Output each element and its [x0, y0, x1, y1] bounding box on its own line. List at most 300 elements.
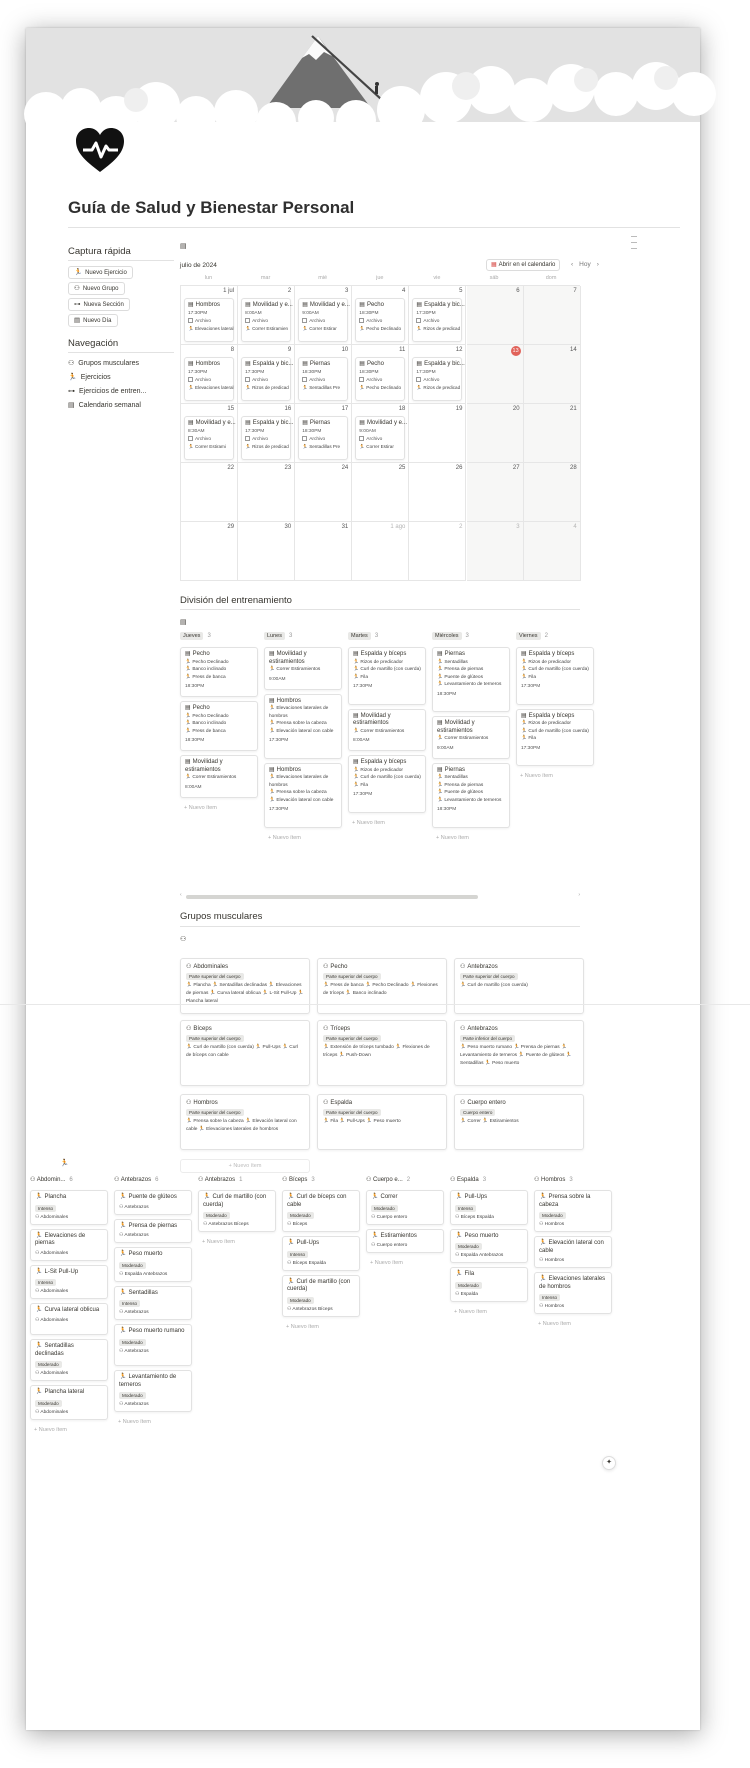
- running-icon: 🏃: [209, 991, 218, 996]
- board-card[interactable]: [432, 716, 510, 759]
- muscle-group-icon: ⚇: [119, 1271, 125, 1277]
- calendar-day-cell[interactable]: [295, 522, 352, 581]
- exercise-card[interactable]: [198, 1190, 276, 1232]
- scroll-thumb[interactable]: [186, 895, 478, 899]
- calendar-day-cell[interactable]: [295, 286, 352, 345]
- calendar-event-card[interactable]: [298, 357, 348, 401]
- running-icon: 🏃: [269, 775, 277, 780]
- exercise-text: Rizos de predicador: [528, 721, 571, 726]
- exercise-card[interactable]: [534, 1272, 612, 1314]
- archive-checkbox-row[interactable]: [302, 436, 344, 442]
- new-item-label: Nuevo ítem: [188, 804, 217, 811]
- group-exercises: [460, 1044, 578, 1068]
- exercise-card[interactable]: [114, 1286, 192, 1321]
- event-title-text: Espalda y bic...: [424, 361, 465, 367]
- running-icon: 🏃: [287, 1278, 295, 1285]
- board-card[interactable]: [348, 647, 426, 705]
- calendar-day-cell[interactable]: [524, 345, 581, 404]
- division-heading: División del entrenamiento: [180, 595, 292, 606]
- calendar-day-cell[interactable]: [524, 522, 581, 581]
- card-exercise: [437, 666, 505, 674]
- exercise-card[interactable]: [30, 1385, 108, 1420]
- event-time: 8:30AM: [188, 429, 205, 434]
- event-time: 17:30PM: [416, 311, 436, 316]
- running-icon: 🏃: [437, 790, 445, 795]
- archive-checkbox[interactable]: [302, 377, 307, 382]
- exercise-card[interactable]: [534, 1236, 612, 1268]
- next-month-button[interactable]: ›: [596, 261, 599, 268]
- new-item-button[interactable]: [436, 835, 469, 841]
- card-title-text: Movilidad y estiramientos: [185, 759, 223, 773]
- exercise-text: Prensa sobre la cabeza: [276, 790, 327, 795]
- card-exercise: [521, 674, 589, 682]
- exercise-title: [35, 1194, 103, 1202]
- exercise-text: Elevación lateral con cable: [276, 728, 334, 734]
- exercise-title: [119, 1251, 187, 1259]
- nav-link-training-exercises[interactable]: [68, 387, 146, 395]
- calendar-event-card[interactable]: [241, 357, 294, 401]
- archive-checkbox-row[interactable]: [359, 318, 401, 324]
- event-exercises: [416, 385, 461, 391]
- exercise-text: Curl de martillo (con cuerda): [360, 667, 421, 672]
- intensity-tag: Moderado: [203, 1212, 230, 1219]
- exercise-card[interactable]: [114, 1324, 192, 1366]
- exercise-card[interactable]: [30, 1190, 108, 1225]
- calendar-day-cell[interactable]: [409, 463, 466, 522]
- archive-checkbox-row[interactable]: [302, 377, 344, 383]
- archive-checkbox-row[interactable]: [188, 318, 230, 324]
- calendar-day-cell[interactable]: [467, 522, 524, 581]
- exercise-card[interactable]: [114, 1190, 192, 1215]
- event-title: [302, 301, 350, 308]
- day-number: 3: [516, 524, 520, 530]
- group-card[interactable]: [317, 1094, 447, 1150]
- event-title-text: Hombros: [195, 361, 221, 367]
- running-icon: 🏃: [269, 790, 277, 795]
- card-exercise: [185, 728, 253, 736]
- new-item-button[interactable]: [286, 1324, 319, 1330]
- new-item-button[interactable]: [184, 805, 217, 811]
- group-exercise: [482, 1119, 518, 1124]
- board-card[interactable]: [180, 701, 258, 751]
- exercise-card[interactable]: [366, 1190, 444, 1225]
- exercise-text: Rizos de predicad: [252, 444, 289, 449]
- archive-checkbox-row[interactable]: [359, 377, 401, 383]
- new-item-button[interactable]: [454, 1309, 487, 1315]
- nav-link-weekly-calendar[interactable]: [68, 401, 141, 409]
- exercise-title: [35, 1343, 103, 1358]
- calendar-icon: ▤: [74, 317, 81, 324]
- archive-checkbox[interactable]: [188, 377, 193, 382]
- board-card[interactable]: [180, 755, 258, 798]
- calendar-event-card[interactable]: [184, 357, 234, 401]
- archive-checkbox-row[interactable]: [245, 318, 287, 324]
- card-title-text: Piernas: [444, 651, 466, 657]
- group-card[interactable]: [180, 1020, 310, 1086]
- running-icon: 🏃: [269, 728, 277, 734]
- new-item-button[interactable]: [202, 1239, 235, 1245]
- running-icon: 🏃: [371, 1194, 379, 1200]
- today-button[interactable]: Hoy: [579, 261, 591, 268]
- outline-toggle[interactable]: [631, 236, 639, 256]
- event-title: [245, 360, 294, 367]
- calendar-day-cell[interactable]: [295, 345, 352, 404]
- muscle-group-icon: ⚇: [371, 1214, 377, 1220]
- exercise-card[interactable]: [30, 1229, 108, 1261]
- calendar-event-card[interactable]: [241, 416, 294, 460]
- exercise-text: Flexiones de tríceps: [323, 983, 438, 996]
- exercise-groups: [119, 1349, 187, 1354]
- calendar-event-card[interactable]: [298, 298, 348, 342]
- calendar-icon: ▤: [245, 420, 251, 426]
- quick-capture-divider: [68, 260, 174, 261]
- archive-checkbox[interactable]: [188, 318, 193, 323]
- running-icon: 🏃: [521, 728, 529, 734]
- new-item-button[interactable]: [370, 1260, 403, 1266]
- exercise-text: Banco inclinado: [192, 667, 227, 672]
- group-exercise: [365, 983, 409, 988]
- board-card[interactable]: [264, 694, 342, 759]
- calendar-day-cell[interactable]: [524, 463, 581, 522]
- calendar-day-cell[interactable]: [352, 522, 409, 581]
- calendar-day-cell[interactable]: [181, 404, 238, 463]
- exercise-groups: [119, 1310, 187, 1315]
- exercise-card[interactable]: [30, 1265, 108, 1300]
- calendar-event-card[interactable]: [298, 416, 348, 460]
- exercise-card[interactable]: [450, 1267, 528, 1302]
- exercise-text: Peso muerto rumano: [467, 1045, 513, 1050]
- board-card[interactable]: [180, 647, 258, 697]
- ai-sparkle-button[interactable]: ✦: [602, 1456, 616, 1470]
- running-icon: 🏃: [437, 682, 445, 687]
- archive-checkbox-row[interactable]: [188, 377, 230, 383]
- running-icon: 🏃: [455, 1232, 463, 1239]
- group-card[interactable]: [180, 958, 310, 1014]
- calendar-icon: ▤: [359, 420, 365, 426]
- archive-checkbox[interactable]: [302, 318, 307, 323]
- exercise-text: Rizos de predicador: [360, 659, 403, 665]
- open-label: Abrir en el calendario: [498, 262, 556, 268]
- calendar-day-cell[interactable]: [524, 286, 581, 345]
- board-card[interactable]: [264, 647, 342, 690]
- day-number: 25: [398, 465, 406, 471]
- exercise-text: Sentadillas: [460, 1061, 484, 1066]
- exercise-text: Extensión de tríceps tumbado: [330, 1045, 394, 1050]
- board-card[interactable]: [348, 755, 426, 813]
- group-card[interactable]: [454, 1094, 584, 1150]
- calendar-icon: ▤: [68, 402, 75, 409]
- column-header: [282, 1176, 362, 1187]
- muscle-group-icon: ⚇: [119, 1402, 125, 1407]
- open-in-calendar-button[interactable]: [486, 259, 560, 271]
- exercise-text: Elevación lateral con cable: [276, 797, 334, 803]
- weekday-label: dom: [545, 275, 557, 281]
- group-exercises: [323, 1118, 441, 1126]
- archive-checkbox[interactable]: [302, 436, 307, 441]
- new-item-button[interactable]: [118, 1419, 151, 1425]
- archive-checkbox-row[interactable]: [416, 377, 458, 383]
- plus-icon: +: [520, 773, 525, 779]
- new-exercise-button[interactable]: [68, 266, 133, 279]
- group-exercises: [186, 1118, 304, 1134]
- exercise-text: Pecho Declinado: [192, 713, 229, 719]
- exercise-text: Peso muerto: [373, 1119, 401, 1124]
- group-exercises: [323, 982, 441, 998]
- card-exercise: [521, 659, 589, 667]
- exercise-text: Push-Down: [346, 1053, 371, 1058]
- archive-checkbox-row[interactable]: [245, 377, 287, 383]
- archive-checkbox[interactable]: [359, 436, 364, 441]
- archive-checkbox[interactable]: [416, 318, 421, 323]
- archive-checkbox[interactable]: [416, 377, 421, 382]
- exercise-card[interactable]: [282, 1236, 360, 1271]
- intensity-tag: Intenso: [287, 1251, 308, 1258]
- new-group-item-button[interactable]: [180, 1159, 310, 1173]
- calendar-event-card[interactable]: [241, 298, 291, 342]
- exercise-card[interactable]: [30, 1303, 108, 1335]
- event-title: [245, 301, 293, 308]
- exercise-text: Press de banca: [192, 728, 226, 734]
- column-tag: Lunes: [264, 632, 285, 640]
- calendar-day-cell[interactable]: [295, 463, 352, 522]
- calendar-day-cell[interactable]: [181, 345, 238, 404]
- group-card[interactable]: [317, 958, 447, 1014]
- day-number: 30: [284, 524, 292, 530]
- day-number: 26: [455, 465, 463, 471]
- new-item-button[interactable]: [352, 820, 385, 826]
- calendar-event-card[interactable]: [184, 298, 234, 342]
- exercise-card[interactable]: [282, 1275, 360, 1317]
- calendar-day-cell[interactable]: [238, 463, 295, 522]
- calendar-event-card[interactable]: [412, 298, 465, 342]
- new-item-button[interactable]: [538, 1321, 571, 1327]
- exercise-card[interactable]: [114, 1370, 192, 1412]
- calendar-day-cell[interactable]: [352, 286, 409, 345]
- running-icon: 🏃: [455, 1194, 463, 1200]
- group-card[interactable]: [454, 958, 584, 1014]
- groups-text: Espalda Antebrazos: [124, 1271, 168, 1277]
- day-number: 29: [227, 524, 235, 530]
- calendar-day-cell[interactable]: [181, 463, 238, 522]
- card-exercise: [269, 666, 337, 674]
- group-card[interactable]: [317, 1020, 447, 1086]
- group-title-text: Pecho: [330, 964, 348, 970]
- exercise-title-text: Correr: [380, 1194, 398, 1200]
- day-number: 15: [227, 406, 235, 412]
- exercise-groups: [455, 1292, 523, 1297]
- card-exercise: [185, 774, 253, 782]
- heart-pulse-icon: [74, 126, 126, 174]
- exercise-card[interactable]: [114, 1219, 192, 1244]
- column-tag: Jueves: [180, 632, 203, 640]
- archive-checkbox[interactable]: [188, 436, 193, 441]
- running-icon: 🏃: [353, 767, 361, 773]
- prev-month-button[interactable]: ‹: [571, 261, 574, 268]
- column-header: [366, 1176, 446, 1187]
- column-count: 3: [311, 1177, 315, 1183]
- calendar-day-cell[interactable]: [409, 404, 466, 463]
- archive-checkbox[interactable]: [359, 377, 364, 382]
- muscle-group-icon: ⚇: [119, 1310, 125, 1315]
- exercise-title-text: Levantamiento de terneros: [119, 1374, 177, 1388]
- running-icon: 🏃: [186, 1119, 194, 1124]
- day-number: 23: [284, 465, 292, 471]
- calendar-day-cell[interactable]: [352, 463, 409, 522]
- exercise-text: Curl de martillo (con cuerda): [528, 728, 589, 734]
- new-item-button[interactable]: [520, 773, 553, 779]
- group-title: [460, 1025, 578, 1032]
- exercise-title-text: Estiramientos: [380, 1232, 417, 1239]
- exercise-text: Puente de glúteos: [444, 790, 483, 795]
- exercise-groups: [287, 1307, 355, 1312]
- calendar-day-cell[interactable]: [467, 286, 524, 345]
- calendar-event-card[interactable]: [412, 357, 465, 401]
- nav-link-exercises[interactable]: [68, 373, 111, 381]
- exercise-card[interactable]: [534, 1190, 612, 1232]
- event-title-text: Espalda y bic...: [252, 420, 294, 426]
- calendar-event-card[interactable]: [355, 357, 405, 401]
- calendar-icon: ▤: [188, 302, 194, 308]
- column-header: [180, 632, 260, 643]
- exercise-card[interactable]: [282, 1190, 360, 1232]
- board-card[interactable]: [432, 763, 510, 828]
- calendar-icon: ▤: [302, 420, 308, 426]
- day-number: 28: [570, 465, 577, 471]
- exercise-text: Estiramientos: [489, 1119, 519, 1124]
- calendar-day-cell[interactable]: [181, 522, 238, 581]
- exercise-card[interactable]: [450, 1229, 528, 1264]
- muscle-group-icon: ⚇: [323, 1026, 329, 1032]
- new-item-label: Nuevo ítem: [233, 1163, 262, 1169]
- exercise-text: Prensa de piernas: [444, 667, 484, 672]
- calendar-day-cell[interactable]: [409, 522, 466, 581]
- group-title-text: Antebrazos: [467, 1026, 498, 1032]
- intensity-tag: Moderado: [455, 1243, 482, 1250]
- board-card[interactable]: [432, 647, 510, 712]
- archive-label: Archivo: [195, 437, 211, 442]
- calendar-day-cell[interactable]: [352, 404, 409, 463]
- calendar-day-cell[interactable]: [238, 345, 295, 404]
- muscle-group-icon: ⚇: [323, 1100, 329, 1106]
- exercise-text: Curl de bíceps con cable: [186, 1045, 299, 1058]
- muscle-group-icon: ⚇: [539, 1304, 545, 1309]
- scroll-right-icon[interactable]: ›: [578, 892, 580, 898]
- group-exercise: [323, 983, 364, 988]
- calendar-day-cell[interactable]: [467, 404, 524, 463]
- exercise-title: [119, 1194, 187, 1202]
- calendar-day-cell[interactable]: [524, 404, 581, 463]
- archive-checkbox[interactable]: [359, 318, 364, 323]
- running-icon: 🏃: [269, 797, 277, 803]
- running-icon: 🏃: [365, 983, 373, 988]
- calendar-day-cell[interactable]: [409, 286, 466, 345]
- scroll-left-icon[interactable]: ‹: [180, 892, 182, 898]
- archive-checkbox[interactable]: [245, 377, 250, 382]
- column-count: 2: [406, 1177, 411, 1183]
- card-exercise: [185, 674, 253, 682]
- board-card[interactable]: [348, 709, 426, 752]
- archive-checkbox-row[interactable]: [188, 436, 230, 442]
- muscle-group-icon: ⚇: [534, 1177, 542, 1183]
- calendar-day-cell[interactable]: [409, 345, 466, 404]
- calendar-day-cell[interactable]: [467, 345, 524, 404]
- group-exercise: [366, 1119, 401, 1124]
- group-title-text: Espalda: [330, 1100, 353, 1106]
- group-title: [186, 1099, 304, 1106]
- exercise-title: [119, 1290, 187, 1298]
- exercise-title-text: Sentadillas: [128, 1289, 158, 1296]
- new-day-button[interactable]: [68, 314, 118, 327]
- new-item-button[interactable]: [34, 1427, 67, 1433]
- exercise-card[interactable]: [30, 1339, 108, 1381]
- exercise-text: Fila: [330, 1119, 339, 1124]
- groups-text: Abdominales: [40, 1250, 69, 1256]
- calendar-day-cell[interactable]: [352, 345, 409, 404]
- exercise-text: Sentadillas: [444, 775, 468, 780]
- group-card[interactable]: [180, 1094, 310, 1150]
- archive-checkbox-row[interactable]: [302, 318, 344, 324]
- calendar-icon: ▤: [521, 651, 527, 657]
- muscle-group-icon: ⚇: [74, 285, 80, 292]
- board-horizontal-scrollbar[interactable]: [180, 893, 580, 901]
- calendar-day-cell[interactable]: [238, 522, 295, 581]
- archive-checkbox[interactable]: [245, 436, 250, 441]
- exercise-card[interactable]: [114, 1247, 192, 1282]
- calendar-event-card[interactable]: [355, 298, 405, 342]
- group-exercises: [323, 1044, 441, 1060]
- muscle-group-icon: ⚇: [287, 1260, 293, 1266]
- new-group-button[interactable]: [68, 282, 125, 295]
- card-time: 18:30PM: [437, 807, 457, 812]
- archive-checkbox-row[interactable]: [359, 436, 401, 442]
- new-section-button[interactable]: [68, 298, 130, 311]
- calendar-day-cell[interactable]: [238, 286, 295, 345]
- group-title-text: Antebrazos: [467, 964, 498, 970]
- calendar-event-card[interactable]: [355, 416, 405, 460]
- muscle-group-icon: ⚇: [35, 1371, 41, 1376]
- archive-checkbox[interactable]: [245, 318, 250, 323]
- calendar-day-cell[interactable]: [295, 404, 352, 463]
- calendar-event-card[interactable]: [184, 416, 234, 460]
- calendar-day-cell[interactable]: [238, 404, 295, 463]
- plus-icon: +: [34, 1426, 39, 1433]
- event-time: 18:30PM: [302, 370, 322, 375]
- archive-checkbox-row[interactable]: [245, 436, 287, 442]
- running-icon: 🏃: [521, 736, 529, 741]
- card-exercise: [521, 735, 589, 743]
- group-title-text: Tríceps: [330, 1026, 351, 1032]
- nav-link-muscle-groups[interactable]: [68, 359, 139, 367]
- calendar-day-cell[interactable]: [181, 286, 238, 345]
- archive-label: Archivo: [252, 378, 269, 383]
- card-title: [269, 767, 337, 775]
- exercise-card[interactable]: [450, 1190, 528, 1225]
- group-card[interactable]: [454, 1020, 584, 1086]
- group-tag: Parte superior del cuerpo: [186, 973, 244, 980]
- intensity-tag: Moderado: [371, 1205, 398, 1212]
- archive-checkbox-row[interactable]: [416, 318, 458, 324]
- exercise-text: Pull-Ups: [262, 1045, 281, 1050]
- calendar-icon: ▤: [416, 361, 423, 367]
- calendar-day-cell[interactable]: [467, 463, 524, 522]
- board-card[interactable]: [516, 647, 594, 705]
- exercise-title: [35, 1269, 103, 1277]
- new-item-button[interactable]: [268, 835, 301, 841]
- intensity-tag: Moderado: [119, 1262, 146, 1269]
- board-card[interactable]: [264, 763, 342, 828]
- exercise-card[interactable]: [366, 1229, 444, 1254]
- board-card[interactable]: [516, 709, 594, 767]
